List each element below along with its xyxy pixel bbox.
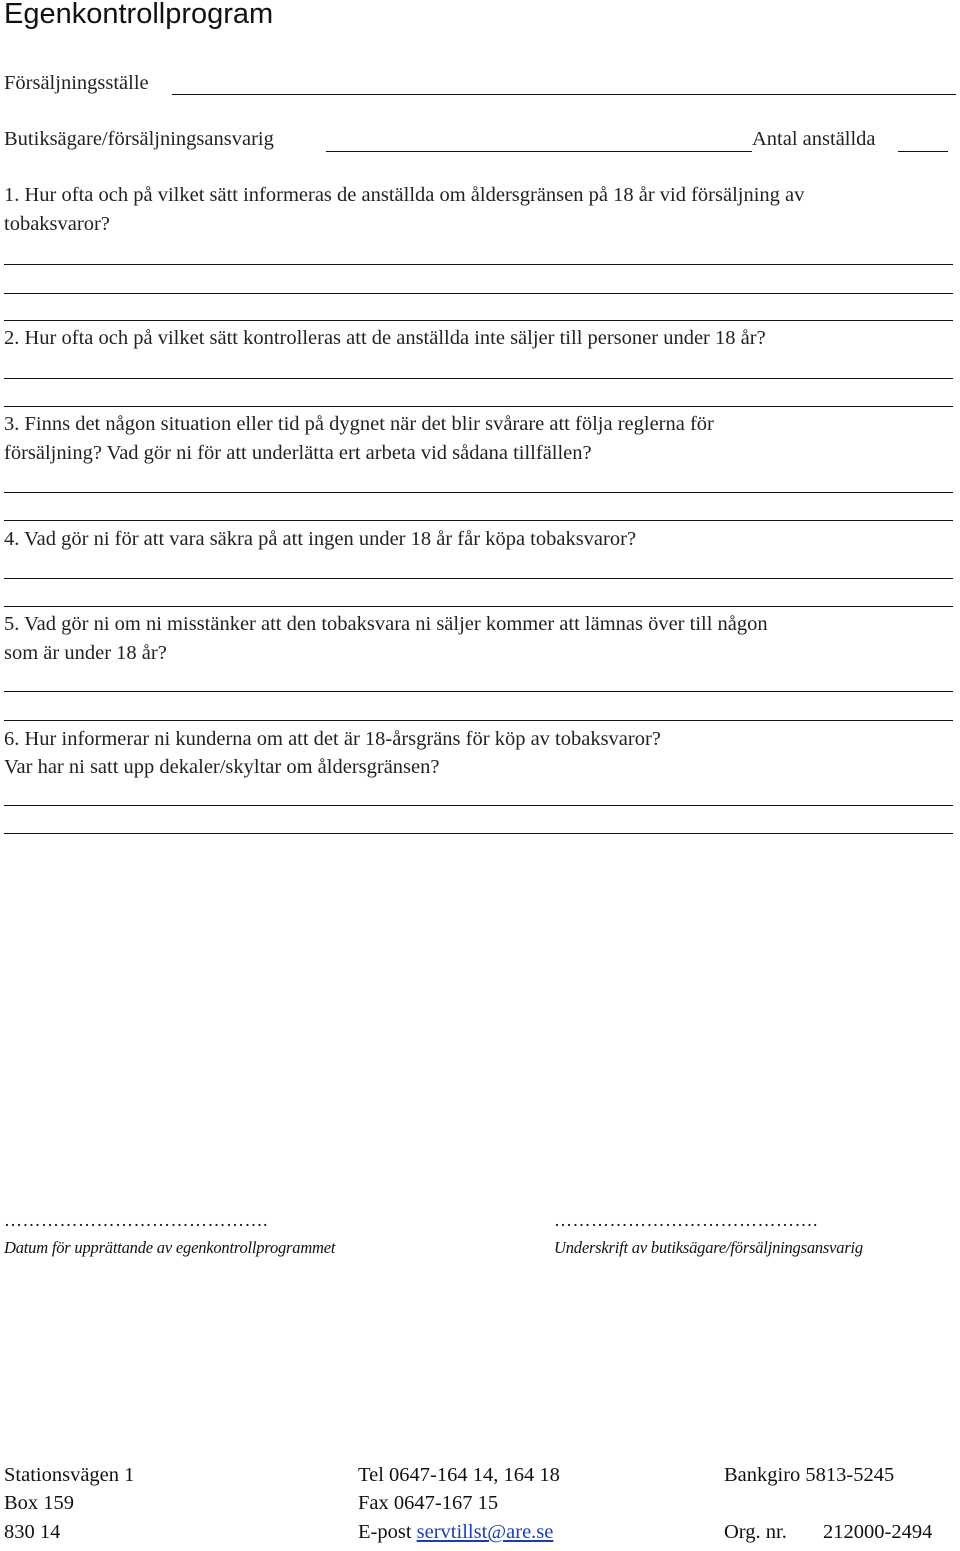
answer-line[interactable] [4, 691, 953, 692]
question-5-line-1: 5. Vad gör ni om ni misstänker att den tobaksvara ni säljer kommer att lämnas över till någon [4, 613, 768, 635]
signature-dotted-line[interactable]: ……………………………………. [554, 1210, 818, 1230]
answer-line[interactable] [4, 492, 953, 493]
signature-label: Underskrift av butiksägare/försäljningsansvarig [554, 1238, 863, 1257]
phone: Tel 0647-164 14, 164 18 [358, 1464, 560, 1486]
page-title: Egenkontrollprogram [4, 0, 274, 30]
bankgiro: Bankgiro 5813-5245 [724, 1464, 895, 1486]
question-3-line-2: försäljning? Vad gör ni för att underlätta ert arbeta vid sådana tillfällen? [4, 442, 592, 464]
question-6-line-1: 6. Hur informerar ni kunderna om att det är 18-årsgräns för köp av tobaksvaror? [4, 728, 661, 750]
employees-field[interactable] [898, 151, 948, 152]
answer-line[interactable] [4, 320, 953, 321]
answer-line[interactable] [4, 833, 953, 834]
owner-label: Butiksägare/försäljningsansvarig [4, 128, 274, 150]
address-street: Stationsvägen 1 [4, 1464, 135, 1486]
answer-line[interactable] [4, 578, 953, 579]
email-link[interactable]: servtillst@are.se [416, 1521, 554, 1543]
fax: Fax 0647-167 15 [358, 1492, 499, 1514]
answer-line[interactable] [4, 293, 953, 294]
answer-line[interactable] [4, 378, 953, 379]
answer-line[interactable] [4, 720, 953, 721]
date-label: Datum för upprättande av egenkontrollprogrammet [4, 1238, 336, 1257]
org-label: Org. nr. [724, 1521, 787, 1543]
question-3-line-1: 3. Finns det någon situation eller tid på dygnet när det blir svårare att följa reglerna för [4, 413, 714, 435]
answer-line[interactable] [4, 520, 953, 521]
email-line [358, 1521, 553, 1544]
sales-point-field[interactable] [172, 94, 956, 95]
org-number: 212000-2494 [823, 1521, 933, 1543]
answer-line[interactable] [4, 606, 953, 607]
question-1-line-1: 1. Hur ofta och på vilket sätt informeras de anställda om åldersgränsen på 18 år vid försäljning av [4, 184, 805, 206]
address-postal: 830 14 [4, 1521, 61, 1543]
address-box: Box 159 [4, 1492, 75, 1514]
answer-line[interactable] [4, 805, 953, 806]
answer-line[interactable] [4, 406, 953, 407]
question-4-line-1: 4. Vad gör ni för att vara säkra på att ingen under 18 år får köpa tobaksvaror? [4, 528, 637, 550]
employees-label: Antal anställda [752, 128, 876, 150]
owner-field[interactable] [326, 151, 752, 152]
sales-point-label: Försäljningsställe [4, 72, 149, 94]
email-prefix: E-post [358, 1521, 417, 1543]
question-2-line-1: 2. Hur ofta och på vilket sätt kontrolleras att de anställda inte säljer till personer under 18 år? [4, 327, 766, 349]
question-1-line-2: tobaksvaror? [4, 213, 110, 235]
answer-line[interactable] [4, 264, 953, 265]
date-dotted-line[interactable]: ……………………………………. [4, 1210, 268, 1230]
question-5-line-2: som är under 18 år? [4, 642, 167, 664]
question-6-line-2: Var har ni satt upp dekaler/skyltar om åldersgränsen? [4, 756, 440, 778]
